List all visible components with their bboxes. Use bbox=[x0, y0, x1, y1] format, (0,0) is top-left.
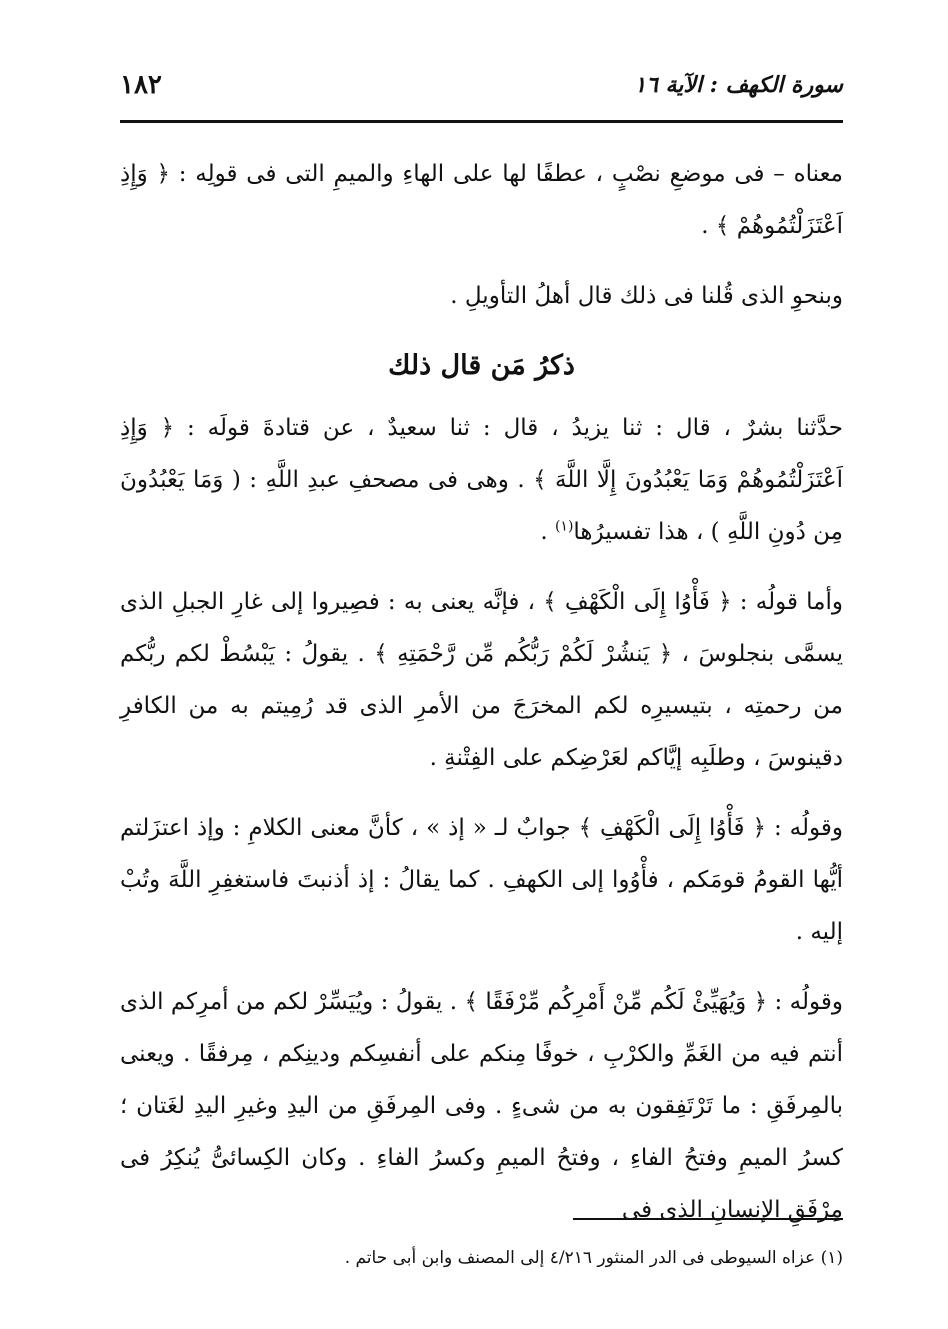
footnote-ref: (١) bbox=[554, 518, 574, 535]
paragraph-2: وبنحوِ الذى قُلنا فى ذلك قال أهلُ التأويلِ . bbox=[450, 283, 843, 309]
paragraph-6: وقولُه : ﴿ وَيُهَيِّئْ لَكُم مِّنْ أَمْرِكُم مِّرْفَقًا ﴾ . يقولُ : ويُيَسِّرْ لكم من أمرِكم الذى أنتم فيه من الغَمِّ والكرْبِ ، خوفًا مِنكم على أنفسِكم ودينِكم ، مِرفقًا . ويعنى بالمِرفَقِ : ما تَرْتَفِقون به من شىءٍ . وفى المِرفَقِ من اليدِ وغيرِ اليدِ لغَتان ؛ كسرُ الميمِ وفتحُ الفاءِ ، وفتحُ الميمِ وكسرُ الفاءِ . وكان الكِسائىُّ يُنكِرُ فى مِرْفَقِ الإنسانِ الذى فى bbox=[120, 989, 843, 1223]
section-heading: ذكرُ مَن قال ذلك bbox=[388, 350, 575, 381]
paragraph-4: وأما قولُه : ﴿ فَأْوُا إِلَى الْكَهْفِ ﴾ ، فإنَّه يعنى به : فصِيروا إلى غارِ الجبلِ الذى يسمَّى بنجلوسَ ، ﴿ يَنشُرْ لَكُمْ رَبُّكُم مِّن رَّحْمَتِهِ ﴾ . يقولُ : يَبْسُطْ لكم ربُّكم من رحمتِه ، بتيسيرِه لكم المخرَجَ من الأمرِ الذى قد رُمِيتم به من الكافرِ دقينوسَ ، وطلَبِه إيَّاكم لعَرْضِكم على الفِتْنةِ . bbox=[120, 589, 843, 771]
main-text bbox=[120, 148, 843, 1254]
page-number: ١٨٢ bbox=[120, 70, 162, 100]
running-title: سورة الكهف : الآية ١٦ bbox=[634, 72, 843, 98]
paragraph-5: وقولُه : ﴿ فَأْوُا إِلَى الْكَهْفِ ﴾ جوابٌ لـ « إذ » ، كأنَّ معنى الكلامِ : وإذ اعتزَلتم أيُّها القومُ قومَكم ، فأْوُوا إلى الكهفِ . كما يقالُ : إذ أذنبتَ فاستغفِرِ اللَّهَ وتُبْ إليه . bbox=[120, 815, 843, 945]
paragraph-1: معناه – فى موضعِ نصْبٍ ، عطفًا لها على الهاءِ والميمِ التى فى قولِه : ﴿ وَإِذِ اَعْتَزَلْتُمُوهُمْ ﴾ . bbox=[120, 161, 843, 239]
paragraph-3 bbox=[120, 402, 843, 558]
paragraph-3-end: . bbox=[540, 519, 555, 545]
footnote: (١) عزاه السيوطى فى الدر المنثور ٤/٢١٦ إلى المصنف وابن أبى حاتم . bbox=[344, 1248, 843, 1268]
footnote-rule bbox=[573, 1218, 843, 1220]
header-rule bbox=[120, 120, 843, 123]
paragraph-3-text: حدَّثنا بشرٌ ، قال : ثنا يزيدُ ، قال : ثنا سعيدٌ ، عن قتادةَ قولَه : ﴿ وَإِذِ اَعْتَزَلْتُمُوهُمْ وَمَا يَعْبُدُونَ إِلَّا اللَّهَ ﴾ . وهى فى مصحفِ عبدِ اللَّهِ : ( وَمَا يَعْبُدُونَ مِن دُونِ اللَّهِ ) ، هذا تفسيرُها bbox=[120, 415, 843, 545]
page-header bbox=[120, 62, 843, 108]
